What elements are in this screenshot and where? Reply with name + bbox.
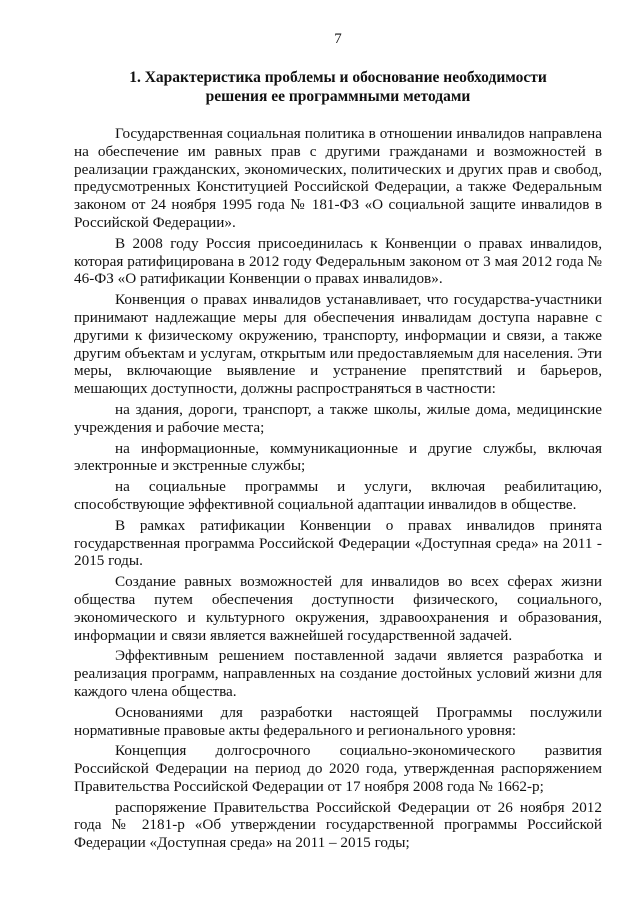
section-title-line-1: 1. Характеристика проблемы и обоснование необходимости [129,69,547,86]
paragraph-services: на информационные, коммуникационные и другие службы, включая электронные и экстренные службы; [74,439,602,475]
paragraph-buildings: на здания, дороги, транспорт, а также школы, жилые дома, медицинские учреждения и рабочие места; [74,400,602,436]
paragraph-concept-2020: Концепция долгосрочного социально-экономического развития Российской Федерации на период до 2020 года, утвержденная распоряжением Правительства Российской Федерации от 17 ноября 2008 года № 1662-р; [74,742,602,795]
paragraph-effective-solution: Эффективным решением поставленной задачи является разработка и реализация программ, направленных на создание достойных условий жизни для каждого члена общества. [74,647,602,700]
body-text [74,125,602,852]
paragraph-social-programs: на социальные программы и услуги, включая реабилитацию, способствующие эффективной социальной адаптации инвалидов в обществе. [74,478,602,513]
section-title-line-2: решения ее программными методами [205,88,471,105]
paragraph-convention-accession: В 2008 году Россия присоединилась к Конвенции о правах инвалидов, которая ратифицирована в 2012 году Федеральным законом от 3 мая 2012 года № 46-ФЗ «О ратификации Конвенции о правах инвалидов». [74,234,602,288]
paragraph-grounds: Основаниями для разработки настоящей Программы послужили нормативные правовые акты федерального и регионального уровня: [74,703,602,739]
paragraph-convention-measures: Конвенция о правах инвалидов устанавливает, что государства-участники принимают надлежащие меры для обеспечения инвалидам доступа наравне с другими к физическому окружению, транспорту, информации и связи, а также другим объектам и услугам, открытым или предоставляемым для населения. Эти меры, включающие выявление и устранение препятствий и барьеров, мешающих доступности, должны распространяться в частности: [74,291,602,398]
section-title [74,68,602,106]
document-page [74,30,602,855]
paragraph-equal-opportunities: Создание равных возможностей для инвалидов во всех сферах жизни общества путем обеспечения доступности физического, социального, экономического и культурного окружения, здравоохранения и образования, информации и связи является важнейшей государственной задачей. [74,573,602,644]
paragraph-decree-2181: распоряжение Правительства Российской Федерации от 26 ноября 2012 года № 2181-р «Об утверждении государственной программы Российской Федерации «Доступная среда» на 2011 – 2015 годы; [74,798,602,852]
paragraph-state-program: В рамках ратификации Конвенции о правах инвалидов принята государственная программа Российской Федерации «Доступная среда» на 2011 - 2015 годы. [74,516,602,570]
paragraph-social-policy: Государственная социальная политика в отношении инвалидов направлена на обеспечение им равных прав с другими гражданами и возможностей в реализации гражданских, экономических, политических и других прав и свобод, предусмотренных Конституцией Российской Федерации, а также Федеральным законом от 24 ноября 1995 года № 181-ФЗ «О социальной защите инвалидов в Российской Федерации». [74,125,602,231]
page-number: 7 [334,31,342,47]
